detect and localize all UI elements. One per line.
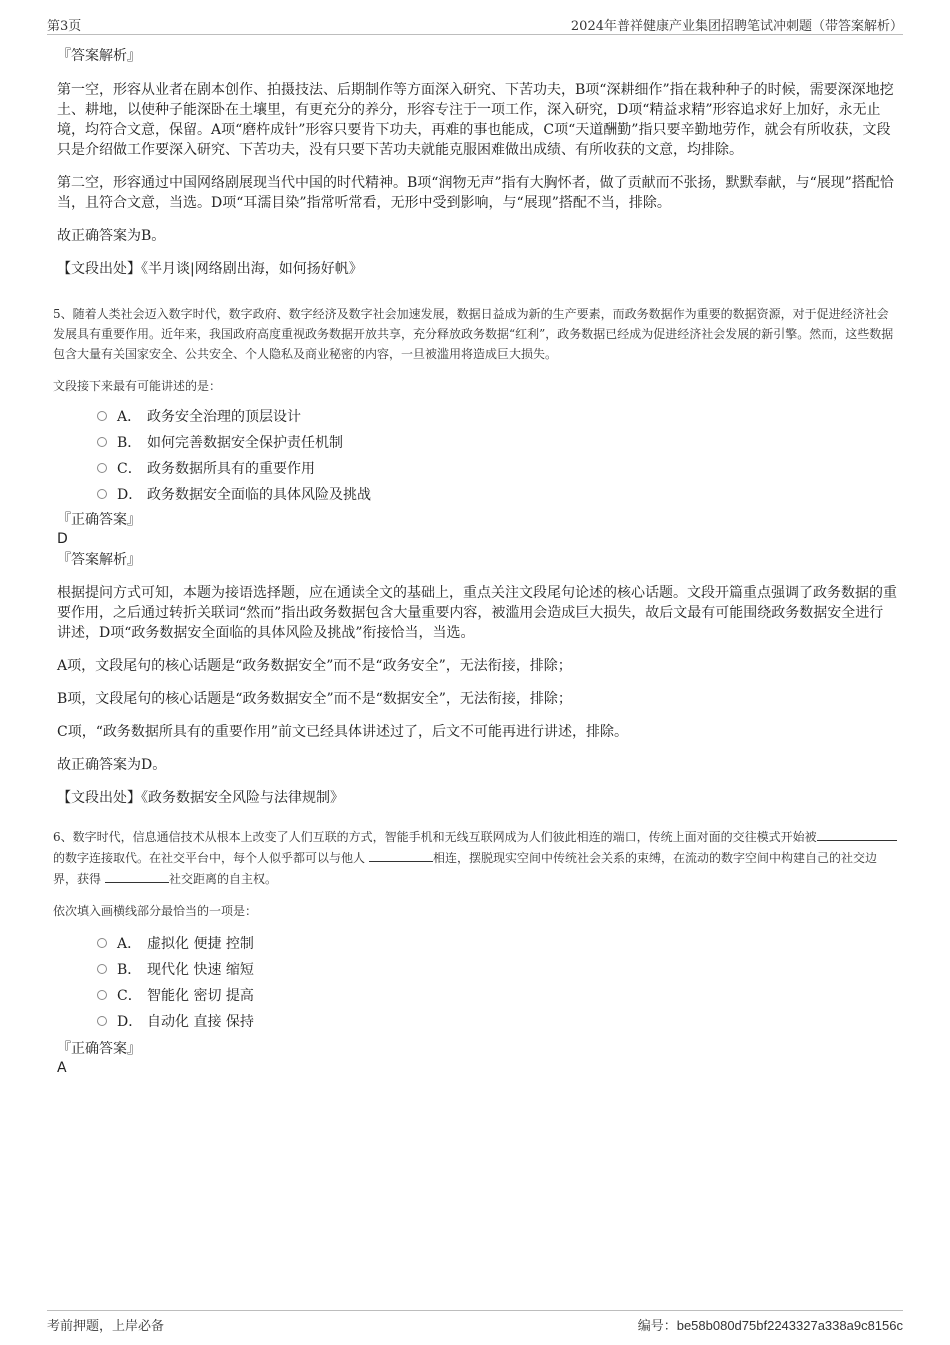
q6-blank-2	[369, 847, 433, 862]
radio-icon[interactable]	[97, 990, 107, 1000]
q5-source: 【文段出处】《政务数据安全风险与法律规制》	[57, 790, 344, 806]
q5-answer-tag: 『正确答案』	[57, 512, 141, 528]
q5-analysis-a: A项，文段尾句的核心话题是“政务数据安全”而不是“政务安全”，无法衔接，排除；	[57, 658, 572, 674]
q6-blank-3	[105, 868, 169, 883]
q5-analysis-c: C项，“政务数据所具有的重要作用”前文已经具体讲述过了，后文不可能再进行讲述，排除。	[57, 724, 629, 740]
page-footer	[47, 1310, 903, 1333]
page-number: 第3页	[47, 19, 82, 34]
page-header	[47, 14, 903, 35]
q5-analysis-b: B项，文段尾句的核心话题是“政务数据安全”而不是“数据安全”，无法衔接，排除；	[57, 691, 572, 707]
q6-options	[57, 931, 897, 1035]
q5-options	[57, 404, 897, 508]
q5-analysis-tag: 『答案解析』	[57, 552, 141, 568]
q6-answer-tag: 『正确答案』	[57, 1041, 141, 1057]
q4-analysis-paragraph-2: 第二空，形容通过中国网络剧展现当代中国的时代精神。B项“润物无声”指有大胸怀者，做了贡献而不张扬，默默奉献，与“展现”搭配恰当，且符合文意，当选。D项“耳濡目染”指常听常看，无形中受到影响，与“展现”搭配不当，排除。	[57, 175, 894, 211]
radio-icon[interactable]	[97, 489, 107, 499]
q6-option-d[interactable]: D． 自动化 直接 保持	[97, 1009, 897, 1035]
radio-icon[interactable]	[97, 938, 107, 948]
q5-analysis-paragraph-1: 根据提问方式可知，本题为接语选择题，应在通读全文的基础上，重点关注文段尾句论述的核心话题。文段开篇重点强调了政务数据的重要作用，之后通过转折关联词“然而”指出政务数据包含大量重要内容，被滥用会造成巨大损失，故后文最有可能围绕政务数据安全进行讲述，D项“政务数据安全面临的具体风险及挑战”衔接恰当，当选。	[57, 585, 897, 641]
q6-stem: 6、数字时代，信息通信技术从根本上改变了人们互联的方式，智能手机和无线互联网成为人们彼此相连的端口，传统上面对面的交往模式开始被的数字连接取代。在社交平台中，每个人似乎都可以与他人 相连，摆脱现实空间中传统社会关系的束缚，在流动的数字空间中构建自己的社交边界，获得 社交距离的自主权。	[53, 826, 897, 889]
q5-conclusion: 故正确答案为D。	[57, 757, 167, 773]
footer-code: 编号：be58b080d75bf2243327a338a9c8156c	[637, 1318, 903, 1334]
document-title: 2024年普祥健康产业集团招聘笔试冲刺题（带答案解析）	[570, 19, 903, 34]
q6-answer: A	[57, 1060, 67, 1076]
page-content	[53, 46, 897, 1077]
q5-option-d[interactable]: D． 政务数据安全面临的具体风险及挑战	[97, 482, 897, 508]
radio-icon[interactable]	[97, 411, 107, 421]
radio-icon[interactable]	[97, 437, 107, 447]
radio-icon[interactable]	[97, 463, 107, 473]
q5-prompt: 文段接下来最有可能讲述的是：	[53, 379, 222, 393]
footer-slogan: 考前押题，上岸必备	[47, 1319, 165, 1334]
q6-prompt: 依次填入画横线部分最恰当的一项是：	[53, 904, 258, 918]
q4-conclusion: 故正确答案为B。	[57, 228, 166, 244]
q5-option-b[interactable]: B． 如何完善数据安全保护责任机制	[97, 430, 897, 456]
q4-source: 【文段出处】《半月谈|网络剧出海，如何扬好帆》	[57, 261, 363, 277]
radio-icon[interactable]	[97, 964, 107, 974]
q5-stem: 5、随着人类社会迈入数字时代，数字政府、数字经济及数字社会加速发展，数据日益成为新的生产要素，而政务数据作为重要的数据资源，对于促进经济社会发展具有重要作用。近年来，我国政府高度重视政务数据开放共享，充分释放政务数据“红利”，政务数据已经成为促进经济社会发展的新引擎。然而，这些数据包含大量有关国家安全、公共安全、个人隐私及商业秘密的内容，一旦被滥用将造成巨大损失。	[53, 307, 894, 361]
q6-option-b[interactable]: B． 现代化 快速 缩短	[97, 957, 897, 983]
q6-option-a[interactable]: A． 虚拟化 便捷 控制	[97, 931, 897, 957]
q4-analysis-paragraph-1: 第一空，形容从业者在剧本创作、拍摄技法、后期制作等方面深入研究、下苦功夫，B项“深耕细作”指在栽种种子的时候，需要深深地挖土、耕地，以使种子能深卧在土壤里，有更充分的养分，形容专注于一项工作，深入研究，D项“精益求精”形容追求好上加好，永无止境，均符合文意，保留。A项“磨杵成针”形容只要肯下功夫，再难的事也能成，C项“天道酬勤”指只要辛勤地劳作，就会有所收获，文段只是介绍做工作要深入研究、下苦功夫，没有只要下苦功夫就能克服困难做出成绩、有所收获的文意，均排除。	[57, 82, 894, 158]
radio-icon[interactable]	[97, 1016, 107, 1026]
q5-answer: D	[57, 531, 68, 547]
q4-analysis-tag: 『答案解析』	[57, 48, 141, 64]
q6-blank-1	[817, 826, 897, 841]
q5-option-a[interactable]: A． 政务安全治理的顶层设计	[97, 404, 897, 430]
q5-option-c[interactable]: C． 政务数据所具有的重要作用	[97, 456, 897, 482]
q6-option-c[interactable]: C． 智能化 密切 提高	[97, 983, 897, 1009]
